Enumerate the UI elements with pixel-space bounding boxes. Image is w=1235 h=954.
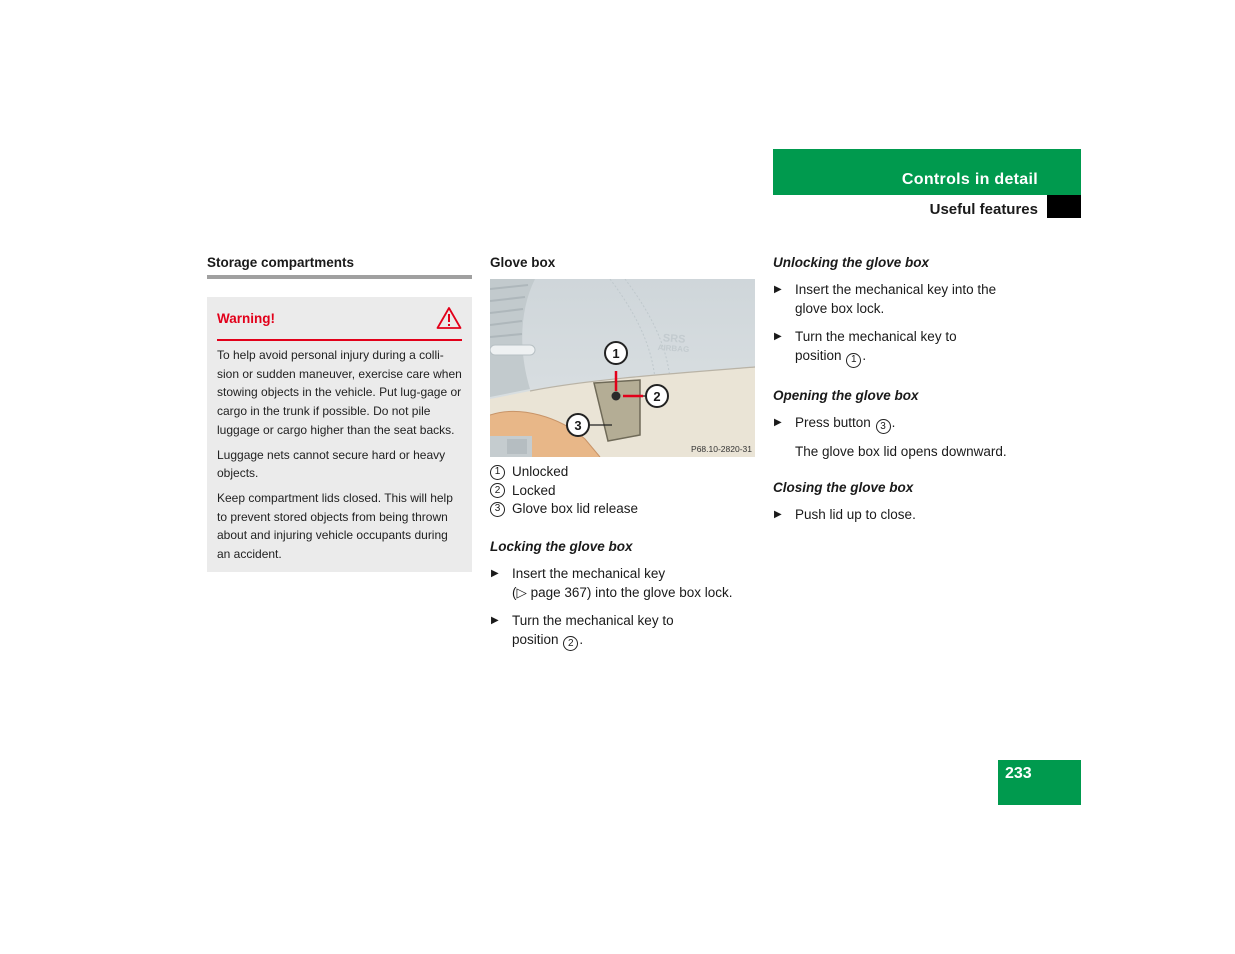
bullet-arrow-icon: ▶	[491, 567, 499, 579]
airbag-label: SRS AIRBAG	[657, 332, 690, 355]
unlocking-heading: Unlocking the glove box	[773, 255, 930, 270]
section-marker	[1047, 195, 1081, 218]
legend-item	[490, 482, 755, 501]
bullet-arrow-icon: ▶	[774, 331, 782, 342]
figure-code: P68.10-2820-31	[691, 444, 752, 454]
page-number: 233	[998, 760, 1081, 805]
legend-number: 3	[490, 502, 505, 517]
legend-item	[490, 500, 755, 519]
glove-box-heading: Glove box	[490, 255, 556, 270]
chapter-title: Controls in detail	[901, 171, 1038, 188]
glove-box-illustration	[490, 279, 755, 457]
column-procedures	[773, 254, 1043, 524]
legend-item	[490, 463, 755, 482]
warning-paragraph: Keep compartment lids closed. This will help to prevent stored objects from being thrown about and injuring vehicle occupants during an accident.	[217, 490, 453, 562]
column-glove-box	[490, 254, 755, 651]
legend-text: Glove box lid release	[512, 501, 639, 516]
step-item: ▶ Push lid up to close.	[774, 507, 916, 522]
warning-paragraph: Luggage nets cannot secure hard or heavy objects.	[217, 447, 446, 481]
step-item: ▶ Insert the mechanical key into the glove box lock.	[774, 282, 997, 316]
storage-heading: Storage compartments	[207, 255, 355, 270]
callout-2: 2	[645, 384, 669, 408]
position-number: 2	[563, 636, 578, 651]
warning-paragraph: To help avoid personal injury during a colli-sion or sudden maneuver, exercise care when stowing objects in the vehicle. Put lug-gage or cargo in the trunk if possible. Do not pile luggage or cargo higher than the seat backs.	[217, 348, 462, 437]
chapter-header	[773, 149, 1081, 195]
closing-heading: Closing the glove box	[773, 480, 914, 495]
legend-number: 2	[490, 483, 505, 498]
opening-heading: Opening the glove box	[773, 387, 919, 403]
legend-number: 1	[490, 465, 505, 480]
bullet-arrow-icon: ▶	[774, 284, 782, 295]
figure-legend	[490, 463, 755, 519]
warning-box	[207, 297, 472, 572]
warning-title: Warning!	[217, 310, 275, 326]
section-title: Useful features	[929, 201, 1038, 218]
warning-triangle-icon	[436, 306, 462, 330]
callout-1: 1	[604, 341, 628, 365]
legend-text: Unlocked	[512, 464, 569, 479]
bullet-arrow-icon: ▶	[774, 416, 782, 428]
button-number: 3	[876, 419, 891, 434]
bullet-arrow-icon: ▶	[491, 614, 499, 626]
step-item: ▶ Turn the mechanical key to position 2 .	[490, 611, 755, 652]
step-result: The glove box lid opens downward.	[795, 444, 1007, 459]
locking-heading: Locking the glove box	[490, 538, 633, 554]
position-number: 1	[846, 353, 861, 368]
dashboard-drawing	[490, 279, 755, 457]
step-item: ▶ Insert the mechanical key (▷ page 367) into the glove box lock.	[491, 565, 733, 600]
column-storage	[207, 254, 472, 572]
bullet-arrow-icon: ▶	[774, 509, 782, 520]
warning-header	[217, 297, 462, 341]
page-reference-link[interactable]: (▷ page 367) into the glove box lock.	[512, 584, 733, 600]
callout-3: 3	[566, 413, 590, 437]
step-item: ▶ Turn the mechanical key to position 1 .	[773, 327, 1043, 368]
step-item: ▶ Press button 3 .	[773, 413, 1043, 435]
heading-rule	[207, 275, 472, 279]
legend-text: Locked	[512, 482, 556, 498]
